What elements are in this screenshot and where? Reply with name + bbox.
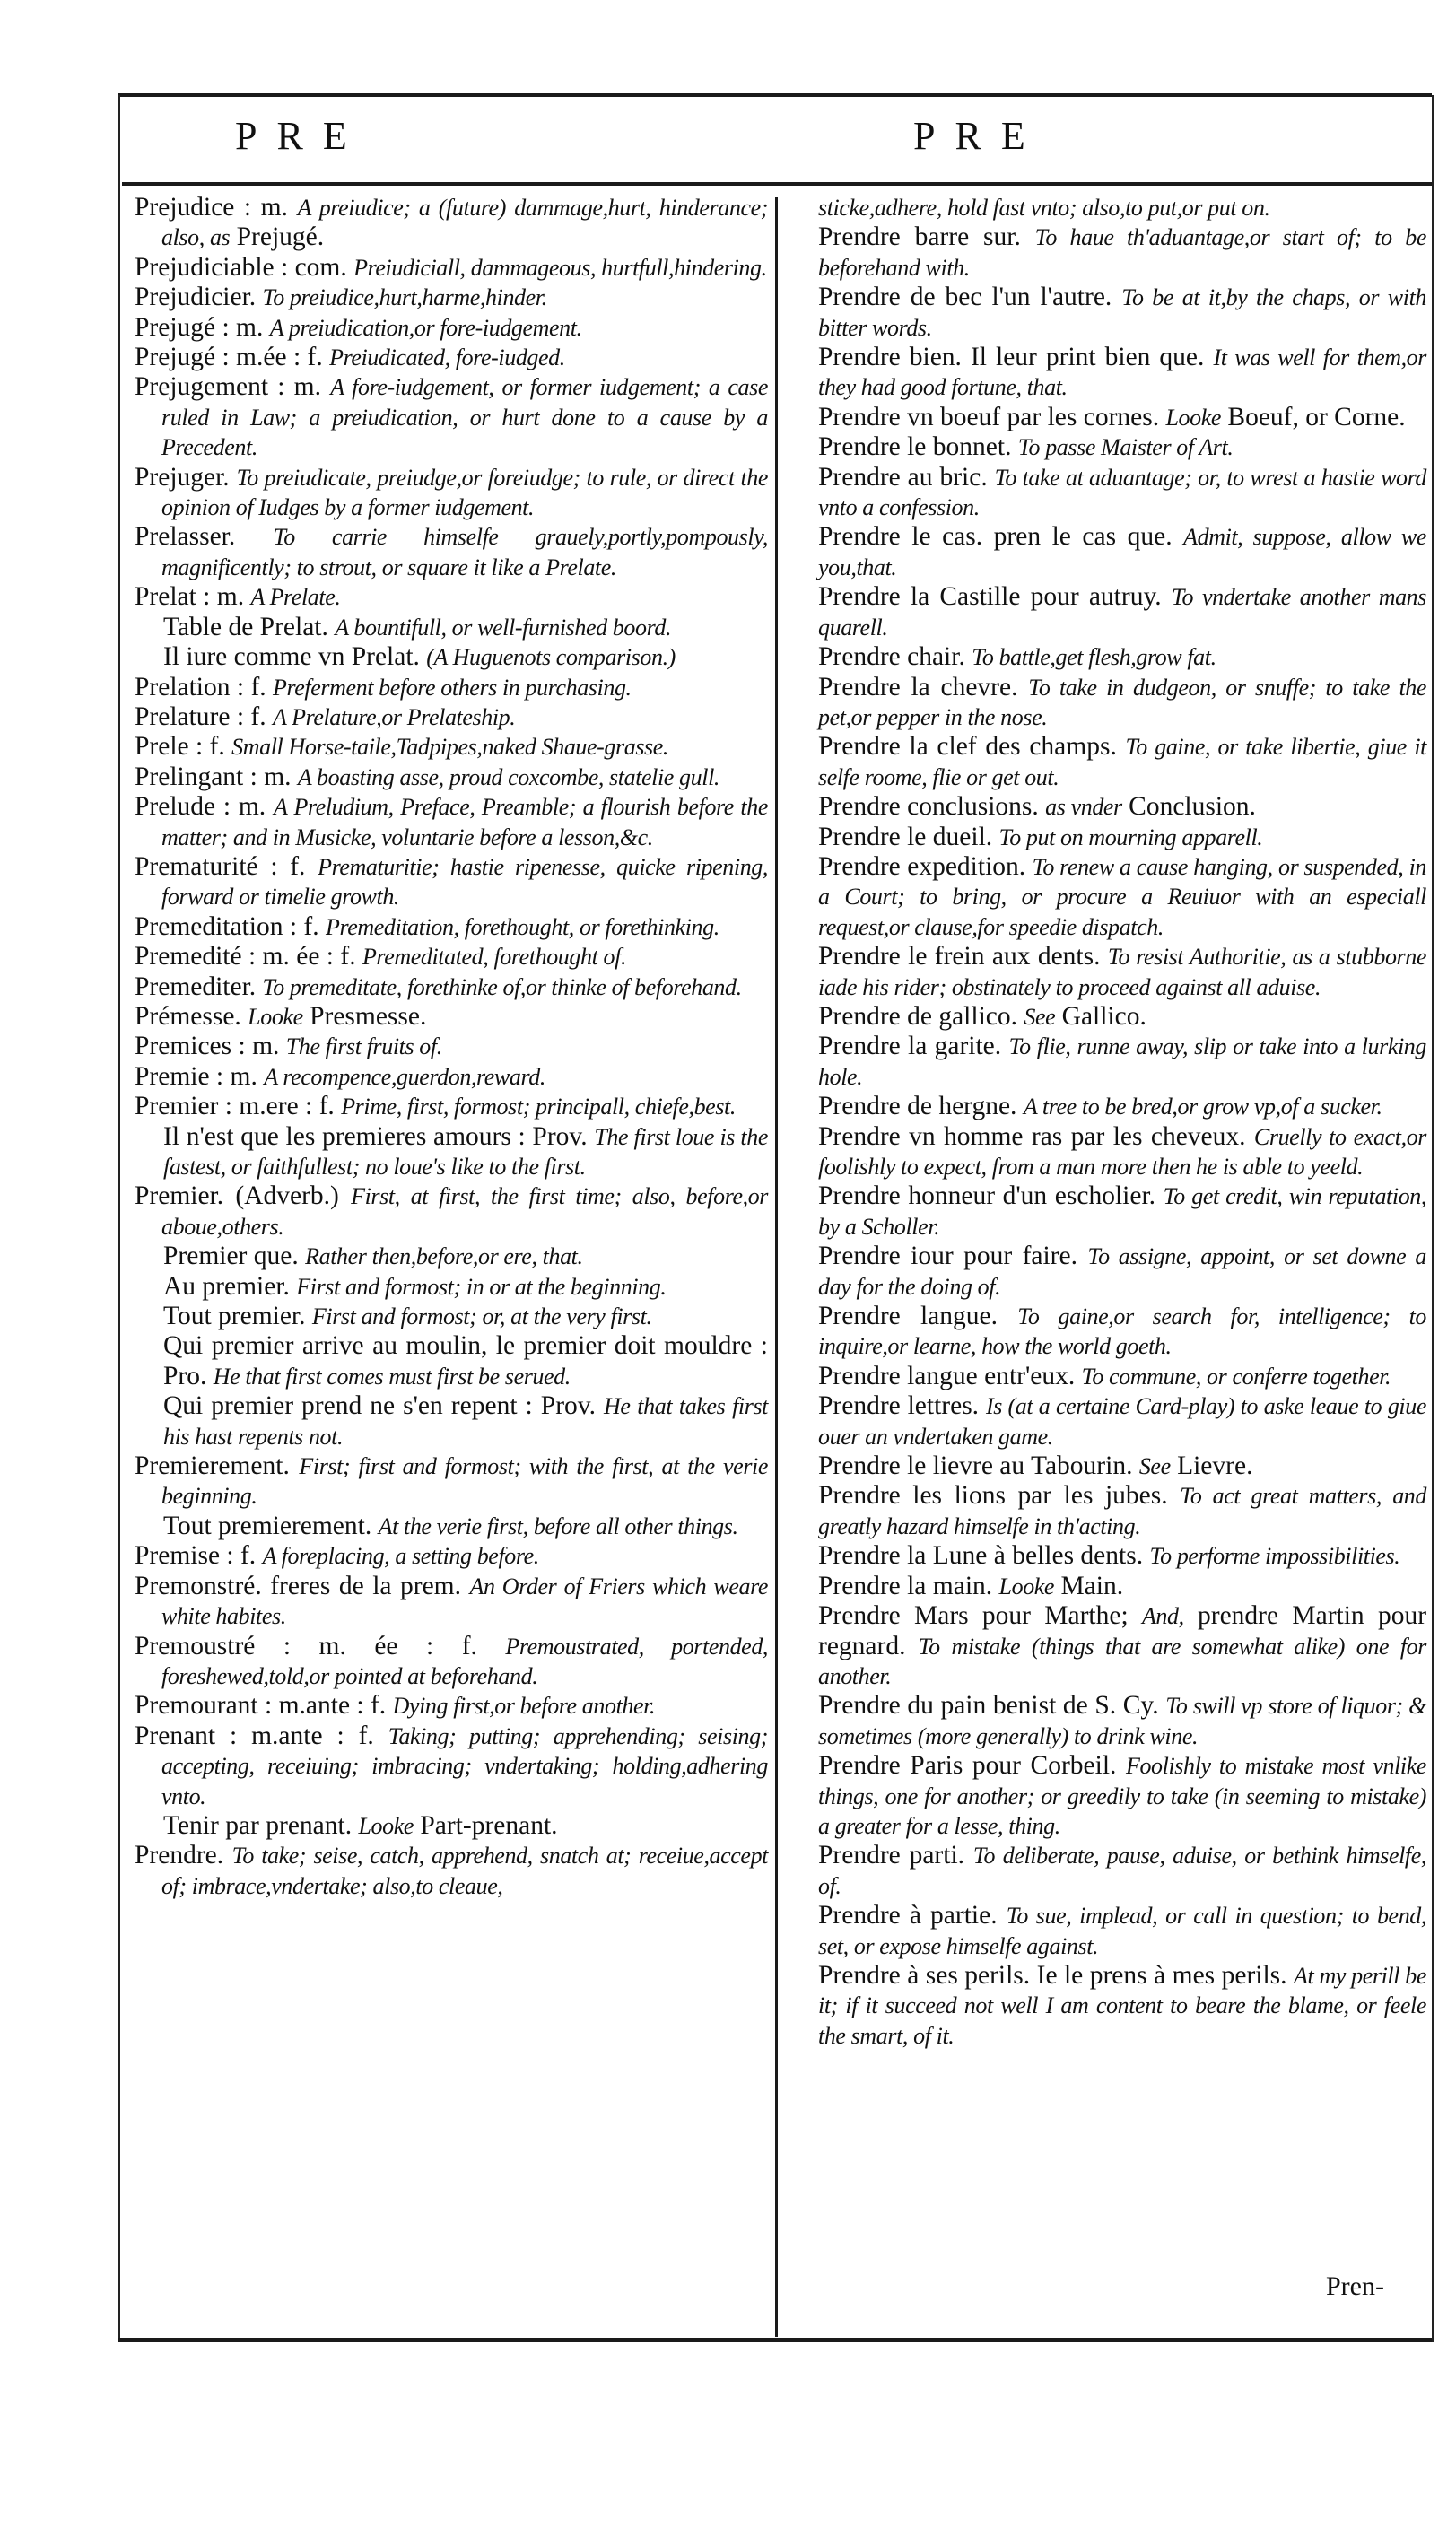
gloss: Rather then,before,or ere, that. xyxy=(305,1243,583,1270)
headword: Prelasser. xyxy=(135,522,236,552)
dictionary-entry xyxy=(818,1362,1426,1391)
headword: Prendre expedition. xyxy=(818,851,1026,881)
headword: Prejudicier. xyxy=(135,283,257,312)
headword: Tout premier. xyxy=(163,1302,306,1331)
gloss: Looke xyxy=(998,1573,1055,1599)
gloss: First, at first, the first time; also, before,or aboue,others. xyxy=(161,1183,769,1240)
headword: Prendre la main. xyxy=(818,1571,993,1600)
gloss: Premeditation, forethought, or forethinking. xyxy=(326,913,719,940)
headword: Prejuger. xyxy=(135,462,230,492)
headword: Prejugement : m. xyxy=(135,372,322,402)
headword: Prendre Paris pour Corbeil. xyxy=(818,1751,1117,1781)
gloss: To preiudice,hurt,harme,hinder. xyxy=(262,284,547,311)
gloss: Preiudicated, fore-iudged. xyxy=(329,344,565,371)
dictionary-entry xyxy=(818,673,1426,733)
dictionary-entry xyxy=(135,912,768,942)
dictionary-entry xyxy=(135,313,768,343)
headword: Prendre lettres. xyxy=(818,1391,980,1421)
cross-reference: Presmesse. xyxy=(310,1001,427,1031)
dictionary-entry xyxy=(135,1691,768,1721)
gloss: See xyxy=(1138,1453,1171,1480)
gloss: The first fruits of. xyxy=(285,1033,442,1060)
sub-entry xyxy=(135,1302,768,1331)
gloss: And, xyxy=(1141,1603,1184,1630)
gloss: Prime, first, formost; principall, chiefe,best. xyxy=(341,1094,736,1120)
dictionary-entry xyxy=(818,1242,1426,1302)
dictionary-entry xyxy=(818,1601,1426,1691)
dictionary-entry xyxy=(135,193,768,253)
dictionary-entry xyxy=(135,1541,768,1571)
dictionary-entry xyxy=(818,823,1426,852)
headword: Prendre bien. Il leur print bien que. xyxy=(818,343,1205,372)
headword: Table de Prelat. xyxy=(163,612,328,641)
dictionary-entry xyxy=(818,1481,1426,1541)
dictionary-entry xyxy=(818,642,1426,672)
cross-reference: prendre Martin pour regnard. xyxy=(818,1601,1427,1660)
dictionary-entry xyxy=(135,942,768,972)
gloss: First; first and formost; with the first, at the verie beginning. xyxy=(161,1453,768,1510)
gloss: To gaine, or take libertie, giue it selfe roome, flie or get out. xyxy=(818,734,1426,790)
right-column xyxy=(818,193,1426,2051)
headword: Prendre. xyxy=(135,1841,224,1870)
headword: Prendre du pain benist de S. Cy. xyxy=(818,1691,1159,1721)
gloss: To mistake (things that are somewhat alike) one for another. xyxy=(818,1633,1426,1689)
gloss: To haue th'aduantage,or start of; to be beforehand with. xyxy=(818,224,1426,281)
gloss: A Prelature,or Prelateship. xyxy=(273,703,516,730)
headword: Premoustré : m. ée : f. xyxy=(135,1631,477,1660)
headword: Au premier. xyxy=(163,1271,290,1301)
headword: Prendre la garite. xyxy=(818,1032,1002,1061)
gloss: To vndertake another mans quarell. xyxy=(818,584,1426,641)
cross-reference: Prejugé. xyxy=(236,222,325,252)
headword: Prendre Mars pour Marthe; xyxy=(818,1601,1129,1631)
gloss: He that first comes must first be serued. xyxy=(213,1363,571,1390)
gloss: A Preludium, Preface, Preamble; a flourish before the matter; and in Musicke, voluntarie before a lesson,&c. xyxy=(161,794,769,850)
gloss: To act great matters, and greatly hazard himselfe in th'acting. xyxy=(818,1483,1427,1539)
dictionary-entry xyxy=(135,1181,768,1242)
entry-continuation xyxy=(818,193,1426,222)
sub-entry xyxy=(135,1391,768,1451)
headword: Prele : f. xyxy=(135,732,225,762)
gloss: To take in dudgeon, or snuffe; to take the pet,or pepper in the nose. xyxy=(818,674,1427,730)
dictionary-entry xyxy=(818,732,1426,792)
gloss: A recompence,guerdon,reward. xyxy=(264,1063,545,1090)
gloss: A tree to be bred,or grow vp,of a sucker. xyxy=(1023,1094,1382,1120)
dictionary-entry xyxy=(135,972,768,1002)
column-divider xyxy=(775,197,778,2337)
cross-reference: Gallico. xyxy=(1061,1001,1146,1031)
headword: Premise : f. xyxy=(135,1541,257,1571)
dictionary-entry xyxy=(135,1632,768,1692)
gloss: To commune, or conferre together. xyxy=(1081,1363,1391,1390)
frame-bottom-rule xyxy=(118,2338,1432,2342)
dictionary-entry xyxy=(818,1901,1426,1961)
headword: Prendre honneur d'un escholier. xyxy=(818,1181,1156,1211)
headword: Prendre la Castille pour autruy. xyxy=(818,582,1162,612)
gloss: First and formost; or, at the very first. xyxy=(311,1303,652,1330)
gloss: The first loue is the fastest, or faithfullest; no loue's like to the first. xyxy=(163,1123,768,1180)
headword: Prendre la Lune à belles dents. xyxy=(818,1541,1144,1571)
gloss: To carrie himselfe grauely,portly,pompously, magnificently; to strout, or square it like a Prelate. xyxy=(161,524,769,580)
headword: Premier : m.ere : f. xyxy=(135,1092,335,1121)
headword: Prendre langue entr'eux. xyxy=(818,1361,1076,1390)
dictionary-entry xyxy=(818,522,1426,582)
dictionary-entry xyxy=(818,1961,1426,2051)
dictionary-entry xyxy=(818,942,1426,1002)
dictionary-entry xyxy=(818,403,1426,432)
dictionary-entry xyxy=(818,1572,1426,1601)
gloss: A preiudication,or fore-iudgement. xyxy=(269,314,582,341)
headword: Prendre vn homme ras par les cheveux. xyxy=(818,1121,1246,1151)
headword: Prejudice : m. xyxy=(135,193,288,222)
gloss: To take; seise, catch, apprehend, snatch at; receiue,accept of; imbrace,vndertake; also,to cleaue, xyxy=(161,1843,768,1899)
dictionary-entry xyxy=(135,1572,768,1632)
headword: Qui premier prend ne s'en repent : Prov. xyxy=(163,1391,596,1421)
gloss: Taking; putting; apprehending; seising; accepting, receiuing; imbracing; vndertaking; holding,adhering vnto. xyxy=(161,1722,768,1809)
gloss: To take at aduantage; or, to wrest a hastie word vnto a confession. xyxy=(818,464,1427,521)
sub-entry xyxy=(135,1272,768,1302)
cross-reference: Boeuf, or Corne. xyxy=(1227,402,1406,431)
gloss: At the verie first, before all other things. xyxy=(378,1512,738,1539)
gloss: To swill vp store of liquor; & sometimes (more generally) to drink wine. xyxy=(818,1693,1427,1749)
cross-reference: Lievre. xyxy=(1177,1451,1253,1481)
gloss: To assigne, appoint, or set downe a day for the doing of. xyxy=(818,1243,1426,1300)
gloss: Looke xyxy=(248,1003,303,1030)
headword: Prelature : f. xyxy=(135,702,266,731)
headword: Prematurité : f. xyxy=(135,851,306,881)
headword: Prendre chair. xyxy=(818,642,965,672)
headword: Premediter. xyxy=(135,972,257,1001)
dictionary-entry xyxy=(135,702,768,732)
headword: Prelat : m. xyxy=(135,582,245,612)
gloss: A fore-iudgement, or former iudgement; a case ruled in Law; a preiudication, or hurt done to a cause by a Precedent. xyxy=(161,374,768,461)
gloss: It was well for them,or they had good fortune, that. xyxy=(818,344,1426,401)
dictionary-entry xyxy=(818,343,1426,403)
dictionary-entry xyxy=(818,1841,1426,1901)
gloss: Preferment before others in purchasing. xyxy=(273,674,632,701)
headword: Premier. (Adverb.) xyxy=(135,1181,339,1211)
gloss: To gaine,or search for, intelligence; to inquire,or learne, how the world goeth. xyxy=(818,1303,1427,1360)
headword: Prelude : m. xyxy=(135,792,266,822)
dictionary-entry xyxy=(135,522,768,582)
headword: Prendre parti. xyxy=(818,1841,965,1870)
gloss: To performe impossibilities. xyxy=(1149,1543,1400,1570)
headword: Prendre vn boeuf par les cornes. xyxy=(818,402,1160,431)
sub-entry xyxy=(135,1331,768,1391)
gloss: A bountifull, or well-furnished boord. xyxy=(335,614,672,641)
headword: Premonstré. freres de la prem. xyxy=(135,1571,461,1600)
running-head-left: PRE xyxy=(235,114,367,158)
headword: Prendre conclusions. xyxy=(818,792,1039,822)
catchword: Pren- xyxy=(1326,2271,1384,2301)
gloss: A foreplacing, a setting before. xyxy=(262,1543,539,1570)
gloss: To sue, implead, or call in question; to bend, set, or expose himselfe against. xyxy=(818,1903,1426,1959)
gloss: Premoustrated, portended, foreshewed,told,or pointed at beforehand. xyxy=(161,1633,769,1689)
gloss: To get credit, win reputation, by a Scholler. xyxy=(818,1183,1426,1240)
gloss: To passe Maister of Art. xyxy=(1017,434,1234,461)
dictionary-entry xyxy=(818,1002,1426,1032)
dictionary-entry xyxy=(818,1451,1426,1481)
gloss: Looke xyxy=(1165,404,1222,431)
running-head-right: PRE xyxy=(913,114,1045,158)
gloss: To be at it,by the chaps, or with bitter words. xyxy=(818,284,1426,341)
dictionary-entry xyxy=(135,1002,768,1032)
sub-entry xyxy=(135,613,768,642)
gloss: as vnder xyxy=(1045,794,1122,821)
dictionary-entry xyxy=(818,222,1426,283)
dictionary-entry xyxy=(818,1092,1426,1121)
gloss: See xyxy=(1024,1003,1056,1030)
gloss: To renew a cause hanging, or suspended, in a Court; to bring, or procure a Reuiuor with an especiall request,or clause,for speedie dispatch. xyxy=(818,853,1426,940)
headword: Tout premierement. xyxy=(163,1511,372,1540)
dictionary-entry xyxy=(818,852,1426,942)
headword: Prendre langue. xyxy=(818,1302,998,1331)
headword: Prendre la clef des champs. xyxy=(818,732,1117,762)
headword: Prenant : m.ante : f. xyxy=(135,1721,374,1750)
dictionary-entry xyxy=(135,582,768,612)
headword: Premedité : m. ée : f. xyxy=(135,942,356,972)
headword: Prendre de bec l'un l'autre. xyxy=(818,283,1112,312)
headword: Prendre de hergne. xyxy=(818,1092,1017,1121)
dictionary-entry xyxy=(135,792,768,852)
gloss: Admit, suppose, allow we you,that. xyxy=(818,524,1427,580)
dictionary-entry xyxy=(135,852,768,912)
headword: Prendre de gallico. xyxy=(818,1001,1017,1031)
gloss: Cruelly to exact,or foolishly to expect, from a man more then he is able to yeeld. xyxy=(818,1123,1427,1180)
headword: Prendre le cas. pren le cas que. xyxy=(818,522,1173,552)
headword: Prendre le lievre au Tabourin. xyxy=(818,1451,1133,1481)
dictionary-entry xyxy=(135,1092,768,1121)
gloss: To premeditate, forethinke of,or thinke of beforehand. xyxy=(262,973,742,1000)
gloss: Preiudiciall, dammageous, hurtfull,hindering. xyxy=(353,254,767,281)
dictionary-entry xyxy=(135,1841,768,1901)
dictionary-entry xyxy=(135,372,768,462)
dictionary-entry xyxy=(818,283,1426,343)
dictionary-entry xyxy=(135,463,768,523)
headword: Premier que. xyxy=(163,1242,299,1271)
dictionary-entry xyxy=(135,253,768,283)
cross-reference: Part-prenant. xyxy=(420,1810,558,1840)
gloss: Looke xyxy=(358,1812,414,1839)
headword: Prendre le bonnet. xyxy=(818,432,1012,462)
dictionary-entry xyxy=(818,1181,1426,1242)
dictionary-entry xyxy=(818,792,1426,822)
dictionary-entry xyxy=(818,1302,1426,1362)
gloss: First and formost; in or at the beginning. xyxy=(296,1273,667,1300)
gloss: An Order of Friers which weare white habites. xyxy=(161,1573,768,1630)
left-column xyxy=(135,193,768,1901)
headword: Prendre le frein aux dents. xyxy=(818,942,1101,972)
headword: Prendre iour pour faire. xyxy=(818,1242,1077,1271)
headword: Il n'est que les premieres amours : Prov. xyxy=(163,1121,588,1151)
header-rule xyxy=(122,182,1432,186)
gloss: Dying first,or before another. xyxy=(392,1693,656,1720)
dictionary-entry xyxy=(818,432,1426,462)
headword: Tenir par prenant. xyxy=(163,1810,353,1840)
headword: Qui premier arrive au moulin, le premier doit mouldre : Pro. xyxy=(163,1331,768,1390)
dictionary-entry xyxy=(818,1541,1426,1571)
dictionary-entry xyxy=(135,763,768,792)
dictionary-entry xyxy=(818,1691,1426,1751)
gloss: Premeditated, forethought of. xyxy=(362,944,627,971)
dictionary-entry xyxy=(135,283,768,312)
gloss: To put on mourning apparell. xyxy=(998,824,1263,850)
headword: Prendre barre sur. xyxy=(818,222,1021,252)
gloss: Prematuritie; hastie ripenesse, quicke ripening, forward or timelie growth. xyxy=(161,853,769,911)
gloss: To battle,get flesh,grow fat. xyxy=(972,644,1216,671)
dictionary-entry xyxy=(818,1032,1426,1092)
gloss: To resist Authoritie, as a stubborne iade his rider; obstinately to proceed against all aduise. xyxy=(818,944,1427,1000)
headword: Prendre la chevre. xyxy=(818,672,1018,702)
dictionary-entry xyxy=(135,1721,768,1811)
dictionary-entry xyxy=(818,1122,1426,1182)
headword: Prejugé : m.ée : f. xyxy=(135,343,323,372)
headword: Prendre au bric. xyxy=(818,462,988,492)
gloss: A Prelate. xyxy=(250,584,341,611)
headword: Prémesse. xyxy=(135,1001,241,1031)
headword: Prejugé : m. xyxy=(135,312,264,342)
sub-entry xyxy=(135,1242,768,1271)
gloss: To preiudicate, preiudge,or foreiudge; to rule, or direct the opinion of Iudges by a former iudgement. xyxy=(161,464,769,521)
headword: Premices : m. xyxy=(135,1032,280,1061)
headword: Premie : m. xyxy=(135,1061,257,1091)
headword: Premourant : m.ante : f. xyxy=(135,1691,387,1721)
headword: Prelation : f. xyxy=(135,672,266,702)
gloss: sticke,adhere, hold fast vnto; also,to put,or put on. xyxy=(818,195,1270,221)
gloss: Foolishly to mistake most vnlike things, one for another; or greedily to take (in seeming to mistake) a greater for a lesse, thing. xyxy=(818,1753,1426,1839)
dictionary-entry xyxy=(135,732,768,762)
sub-entry xyxy=(135,1512,768,1541)
dictionary-entry xyxy=(818,1391,1426,1451)
headword: Prelingant : m. xyxy=(135,762,292,791)
gloss: He that takes first his hast repents not. xyxy=(163,1393,769,1450)
headword: Prendre le dueil. xyxy=(818,822,993,851)
gloss: (A Huguenots comparison.) xyxy=(426,644,676,671)
dictionary-entry xyxy=(818,582,1426,642)
cross-reference: Main. xyxy=(1060,1571,1124,1600)
sub-entry xyxy=(135,642,768,672)
gloss: A boasting asse, proud coxcombe, statelie gull. xyxy=(297,763,719,790)
gloss: Small Horse-taile,Tadpipes,naked Shaue-grasse. xyxy=(231,734,669,761)
headword: Prendre à ses perils. Ie le prens à mes perils. xyxy=(818,1960,1287,1990)
headword: Premierement. xyxy=(135,1451,290,1481)
dictionary-entry xyxy=(818,1751,1426,1841)
headword: Premeditation : f. xyxy=(135,911,319,941)
dictionary-entry xyxy=(135,673,768,702)
headword: Il iure comme vn Prelat. xyxy=(163,642,420,672)
headword: Prejudiciable : com. xyxy=(135,252,347,282)
sub-entry xyxy=(135,1811,768,1841)
dictionary-entry xyxy=(135,343,768,372)
dictionary-entry xyxy=(135,1032,768,1061)
gloss: At my perill be it; if it succeed not well I am content to beare the blame, or feele the smart, of it. xyxy=(818,1962,1426,2049)
gloss: Is (at a certaine Card-play) to aske leaue to giue ouer an vndertaken game. xyxy=(818,1393,1426,1450)
gloss: To flie, runne away, slip or take into a lurking hole. xyxy=(818,1033,1427,1090)
gloss: To deliberate, pause, aduise, or bethink himselfe, of. xyxy=(818,1843,1426,1899)
dictionary-entry xyxy=(135,1451,768,1512)
dictionary-entry xyxy=(818,463,1426,523)
headword: Prendre à partie. xyxy=(818,1901,998,1931)
cross-reference: Conclusion. xyxy=(1129,792,1256,822)
dictionary-entry xyxy=(135,1062,768,1092)
headword: Prendre les lions par les jubes. xyxy=(818,1481,1168,1511)
gloss: A preiudice; a (future) dammage,hurt, hinderance; also, as xyxy=(161,195,768,251)
sub-entry xyxy=(135,1122,768,1182)
